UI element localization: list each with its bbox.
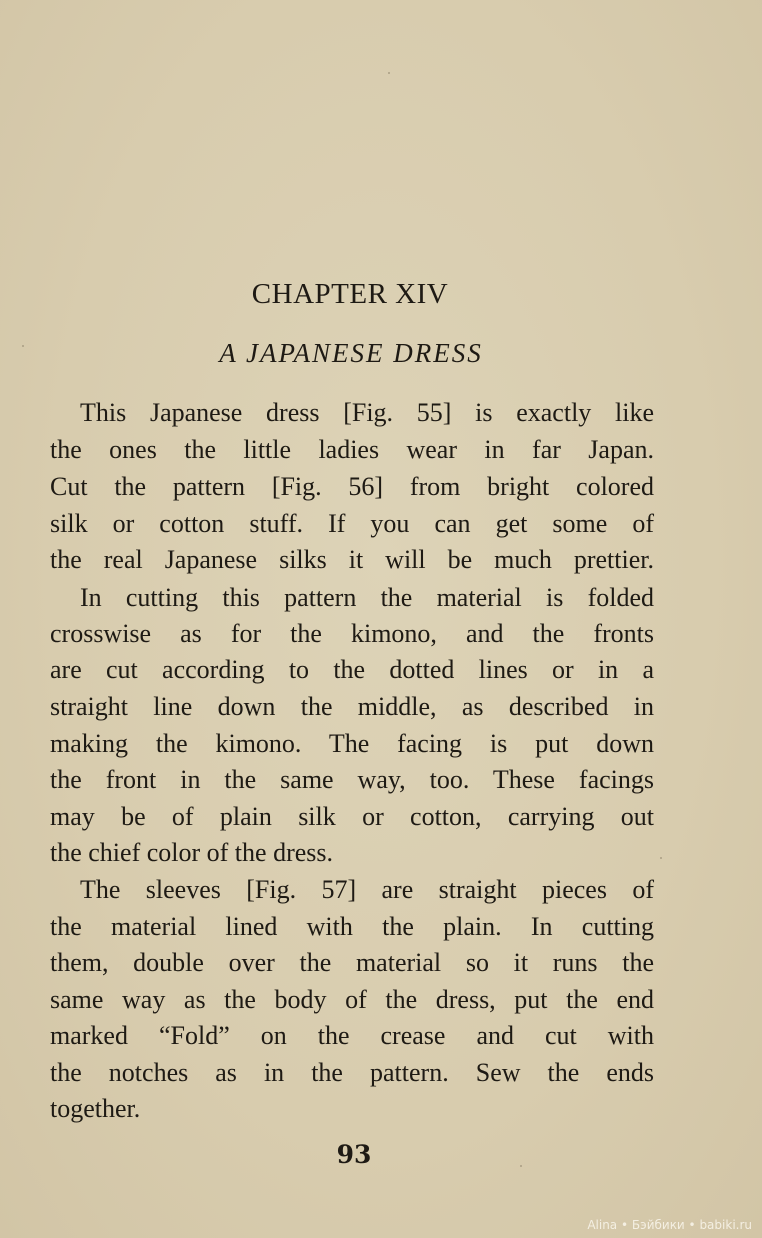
text-line: The sleeves [Fig. 57] are straight pieces of <box>80 875 654 904</box>
text-line: straight line down the middle, as described in <box>50 692 654 721</box>
text-line: the front in the same way, too. These facings <box>50 765 654 794</box>
text-line: This Japanese dress [Fig. 55] is exactly like <box>80 398 654 427</box>
text-line: the ones the little ladies wear in far Japan. <box>50 435 654 464</box>
paper-speck <box>22 345 24 347</box>
page-number: 93 <box>336 1140 372 1169</box>
text-line: marked “Fold” on the crease and cut with <box>50 1021 654 1050</box>
text-line: Cut the pattern [Fig. 56] from bright colored <box>50 472 654 501</box>
text-line: together. <box>50 1094 141 1123</box>
text-line: silk or cotton stuff. If you can get some of <box>50 509 654 538</box>
text-line: In cutting this pattern the material is folded <box>80 583 654 612</box>
watermark: Alina • Бэйбики • babiki.ru <box>587 1218 752 1232</box>
text-line: the material lined with the plain. In cutting <box>50 912 654 941</box>
text-line: the real Japanese silks it will be much prettier. <box>50 545 654 574</box>
text-line: the chief color of the dress. <box>50 838 334 867</box>
text-line: making the kimono. The facing is put down <box>50 729 654 758</box>
text-line: are cut according to the dotted lines or in a <box>50 655 654 684</box>
paper-speck <box>388 72 390 74</box>
text-line: crosswise as for the kimono, and the fronts <box>50 619 654 648</box>
chapter-title: A JAPANESE DRESS <box>219 338 483 368</box>
paper-speck <box>520 1165 522 1167</box>
paper-speck <box>660 857 662 859</box>
text-line: may be of plain silk or cotton, carrying out <box>50 802 654 831</box>
text-line: same way as the body of the dress, put the end <box>50 985 654 1014</box>
text-line: them, double over the material so it runs the <box>50 948 654 977</box>
text-line: the notches as in the pattern. Sew the ends <box>50 1058 654 1087</box>
chapter-heading: CHAPTER XIV <box>251 278 449 310</box>
